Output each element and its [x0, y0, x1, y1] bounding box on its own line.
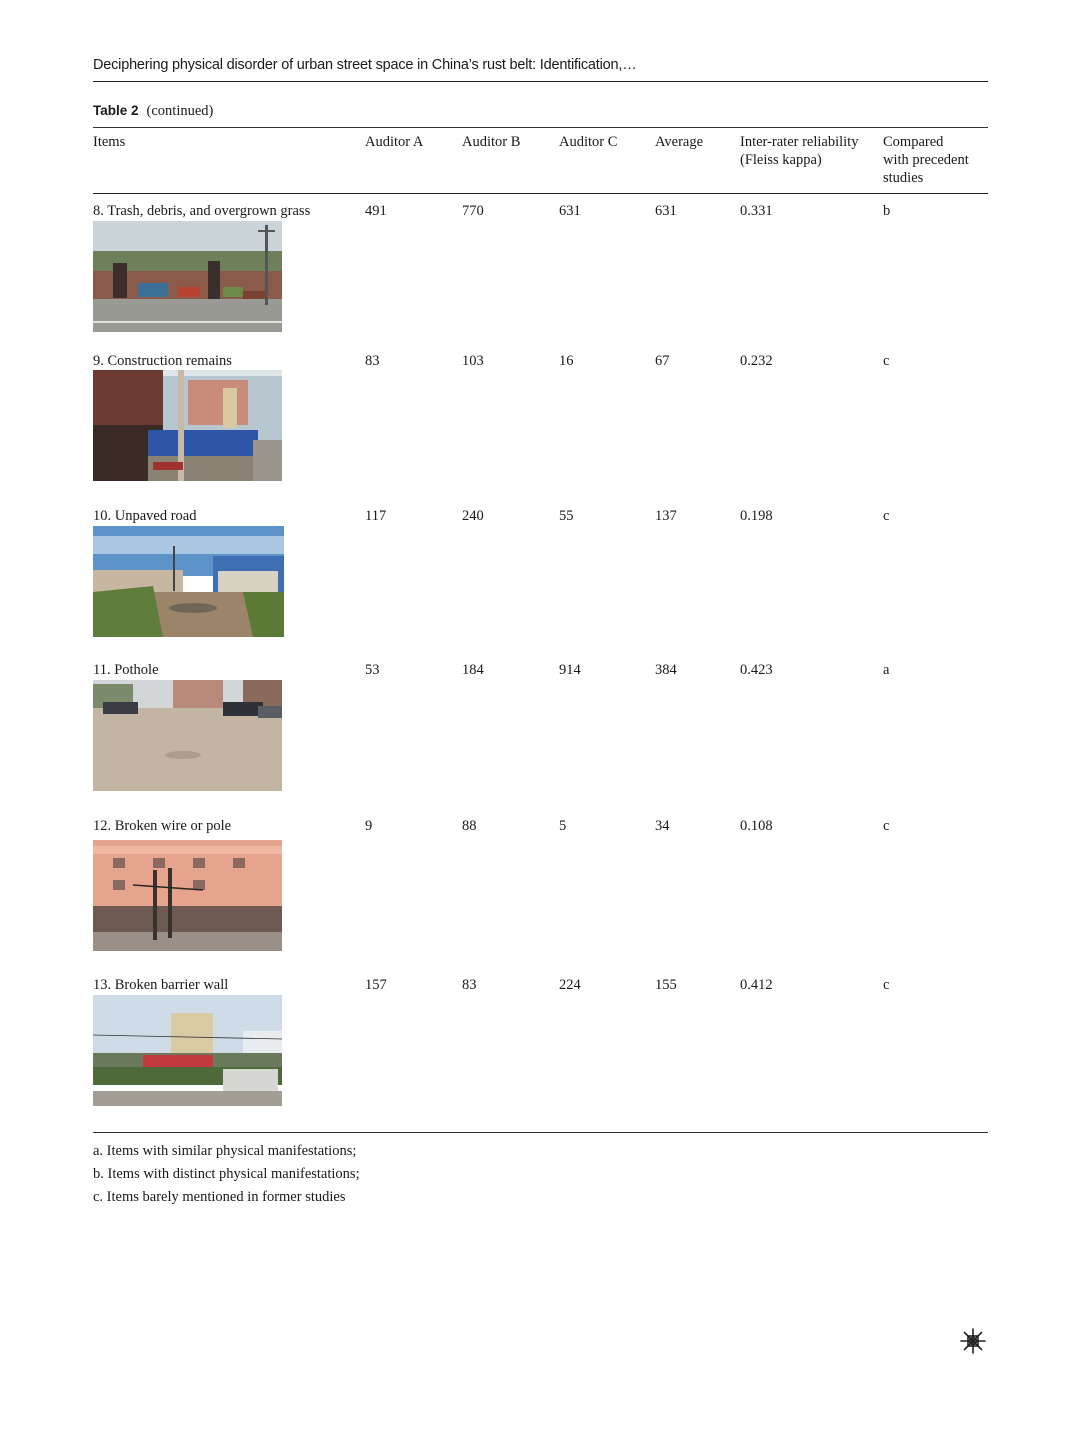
header-items: Items — [93, 134, 126, 150]
row-kappa: 0.198 — [740, 508, 773, 524]
row-auditor-a: 53 — [365, 662, 380, 678]
header-auditor-c: Auditor C — [559, 134, 618, 150]
row-average: 34 — [655, 818, 670, 834]
header-auditor-b: Auditor B — [462, 134, 521, 150]
header-auditor-a: Auditor A — [365, 134, 424, 150]
row-kappa: 0.232 — [740, 353, 773, 369]
row-auditor-a: 83 — [365, 353, 380, 369]
row-average: 384 — [655, 662, 677, 678]
row-kappa: 0.423 — [740, 662, 773, 678]
running-head: Deciphering physical disorder of urban street space in China’s rust belt: Identification,… — [93, 57, 637, 73]
table-continued: (continued) — [146, 103, 214, 119]
trash-debris-photo — [93, 221, 282, 332]
row-item-label: 11. Pothole — [93, 662, 159, 678]
header-compared — [883, 133, 969, 187]
row-auditor-b: 103 — [462, 353, 484, 369]
publisher-logo-icon — [958, 1326, 988, 1356]
row-average: 137 — [655, 508, 677, 524]
header-compared-line3: studies — [883, 170, 924, 186]
row-auditor-c: 55 — [559, 508, 574, 524]
row-kappa: 0.331 — [740, 203, 773, 219]
pothole-photo — [93, 680, 282, 791]
header-inter-rater-line1: Inter-rater reliability — [740, 134, 859, 150]
row-compared: c — [883, 508, 890, 524]
row-auditor-c: 5 — [559, 818, 567, 834]
row-compared: b — [883, 203, 891, 219]
header-bottom-rule — [93, 193, 988, 194]
row-auditor-c: 16 — [559, 353, 574, 369]
broken-barrier-photo — [93, 995, 282, 1106]
row-auditor-b: 770 — [462, 203, 484, 219]
row-compared: a — [883, 662, 890, 678]
row-average: 631 — [655, 203, 677, 219]
footnote-a: a. Items with similar physical manifestations; — [93, 1143, 357, 1159]
row-item-label: 8. Trash, debris, and overgrown grass — [93, 203, 311, 219]
row-auditor-a: 491 — [365, 203, 387, 219]
row-compared: c — [883, 818, 890, 834]
row-auditor-c: 224 — [559, 977, 581, 993]
table-bottom-rule — [93, 1132, 988, 1133]
footnote-b: b. Items with distinct physical manifestations; — [93, 1166, 360, 1182]
row-auditor-b: 240 — [462, 508, 484, 524]
header-compared-line2: with precedent — [883, 152, 969, 168]
row-item-label: 12. Broken wire or pole — [93, 818, 232, 834]
row-compared: c — [883, 977, 890, 993]
row-kappa: 0.108 — [740, 818, 773, 834]
row-kappa: 0.412 — [740, 977, 773, 993]
broken-wire-photo — [93, 840, 282, 951]
unpaved-road-photo — [93, 526, 284, 637]
row-item-label: 13. Broken barrier wall — [93, 977, 229, 993]
table-top-rule — [93, 127, 988, 128]
row-compared: c — [883, 353, 890, 369]
header-inter-rater-line2: (Fleiss kappa) — [740, 152, 822, 168]
row-item-label: 9. Construction remains — [93, 353, 232, 369]
row-auditor-c: 631 — [559, 203, 581, 219]
row-auditor-b: 83 — [462, 977, 477, 993]
header-rule — [93, 81, 988, 82]
table-caption — [93, 103, 213, 120]
row-auditor-c: 914 — [559, 662, 581, 678]
footnote-c: c. Items barely mentioned in former studies — [93, 1189, 346, 1205]
row-average: 67 — [655, 353, 670, 369]
row-item-label: 10. Unpaved road — [93, 508, 197, 524]
row-auditor-a: 157 — [365, 977, 387, 993]
header-average: Average — [655, 134, 704, 150]
row-auditor-a: 117 — [365, 508, 387, 524]
header-inter-rater — [740, 133, 858, 169]
table-label: Table 2 — [93, 103, 139, 118]
row-auditor-b: 184 — [462, 662, 484, 678]
header-compared-line1: Compared — [883, 134, 944, 150]
row-average: 155 — [655, 977, 677, 993]
construction-remains-photo — [93, 370, 282, 481]
row-auditor-a: 9 — [365, 818, 373, 834]
row-auditor-b: 88 — [462, 818, 477, 834]
